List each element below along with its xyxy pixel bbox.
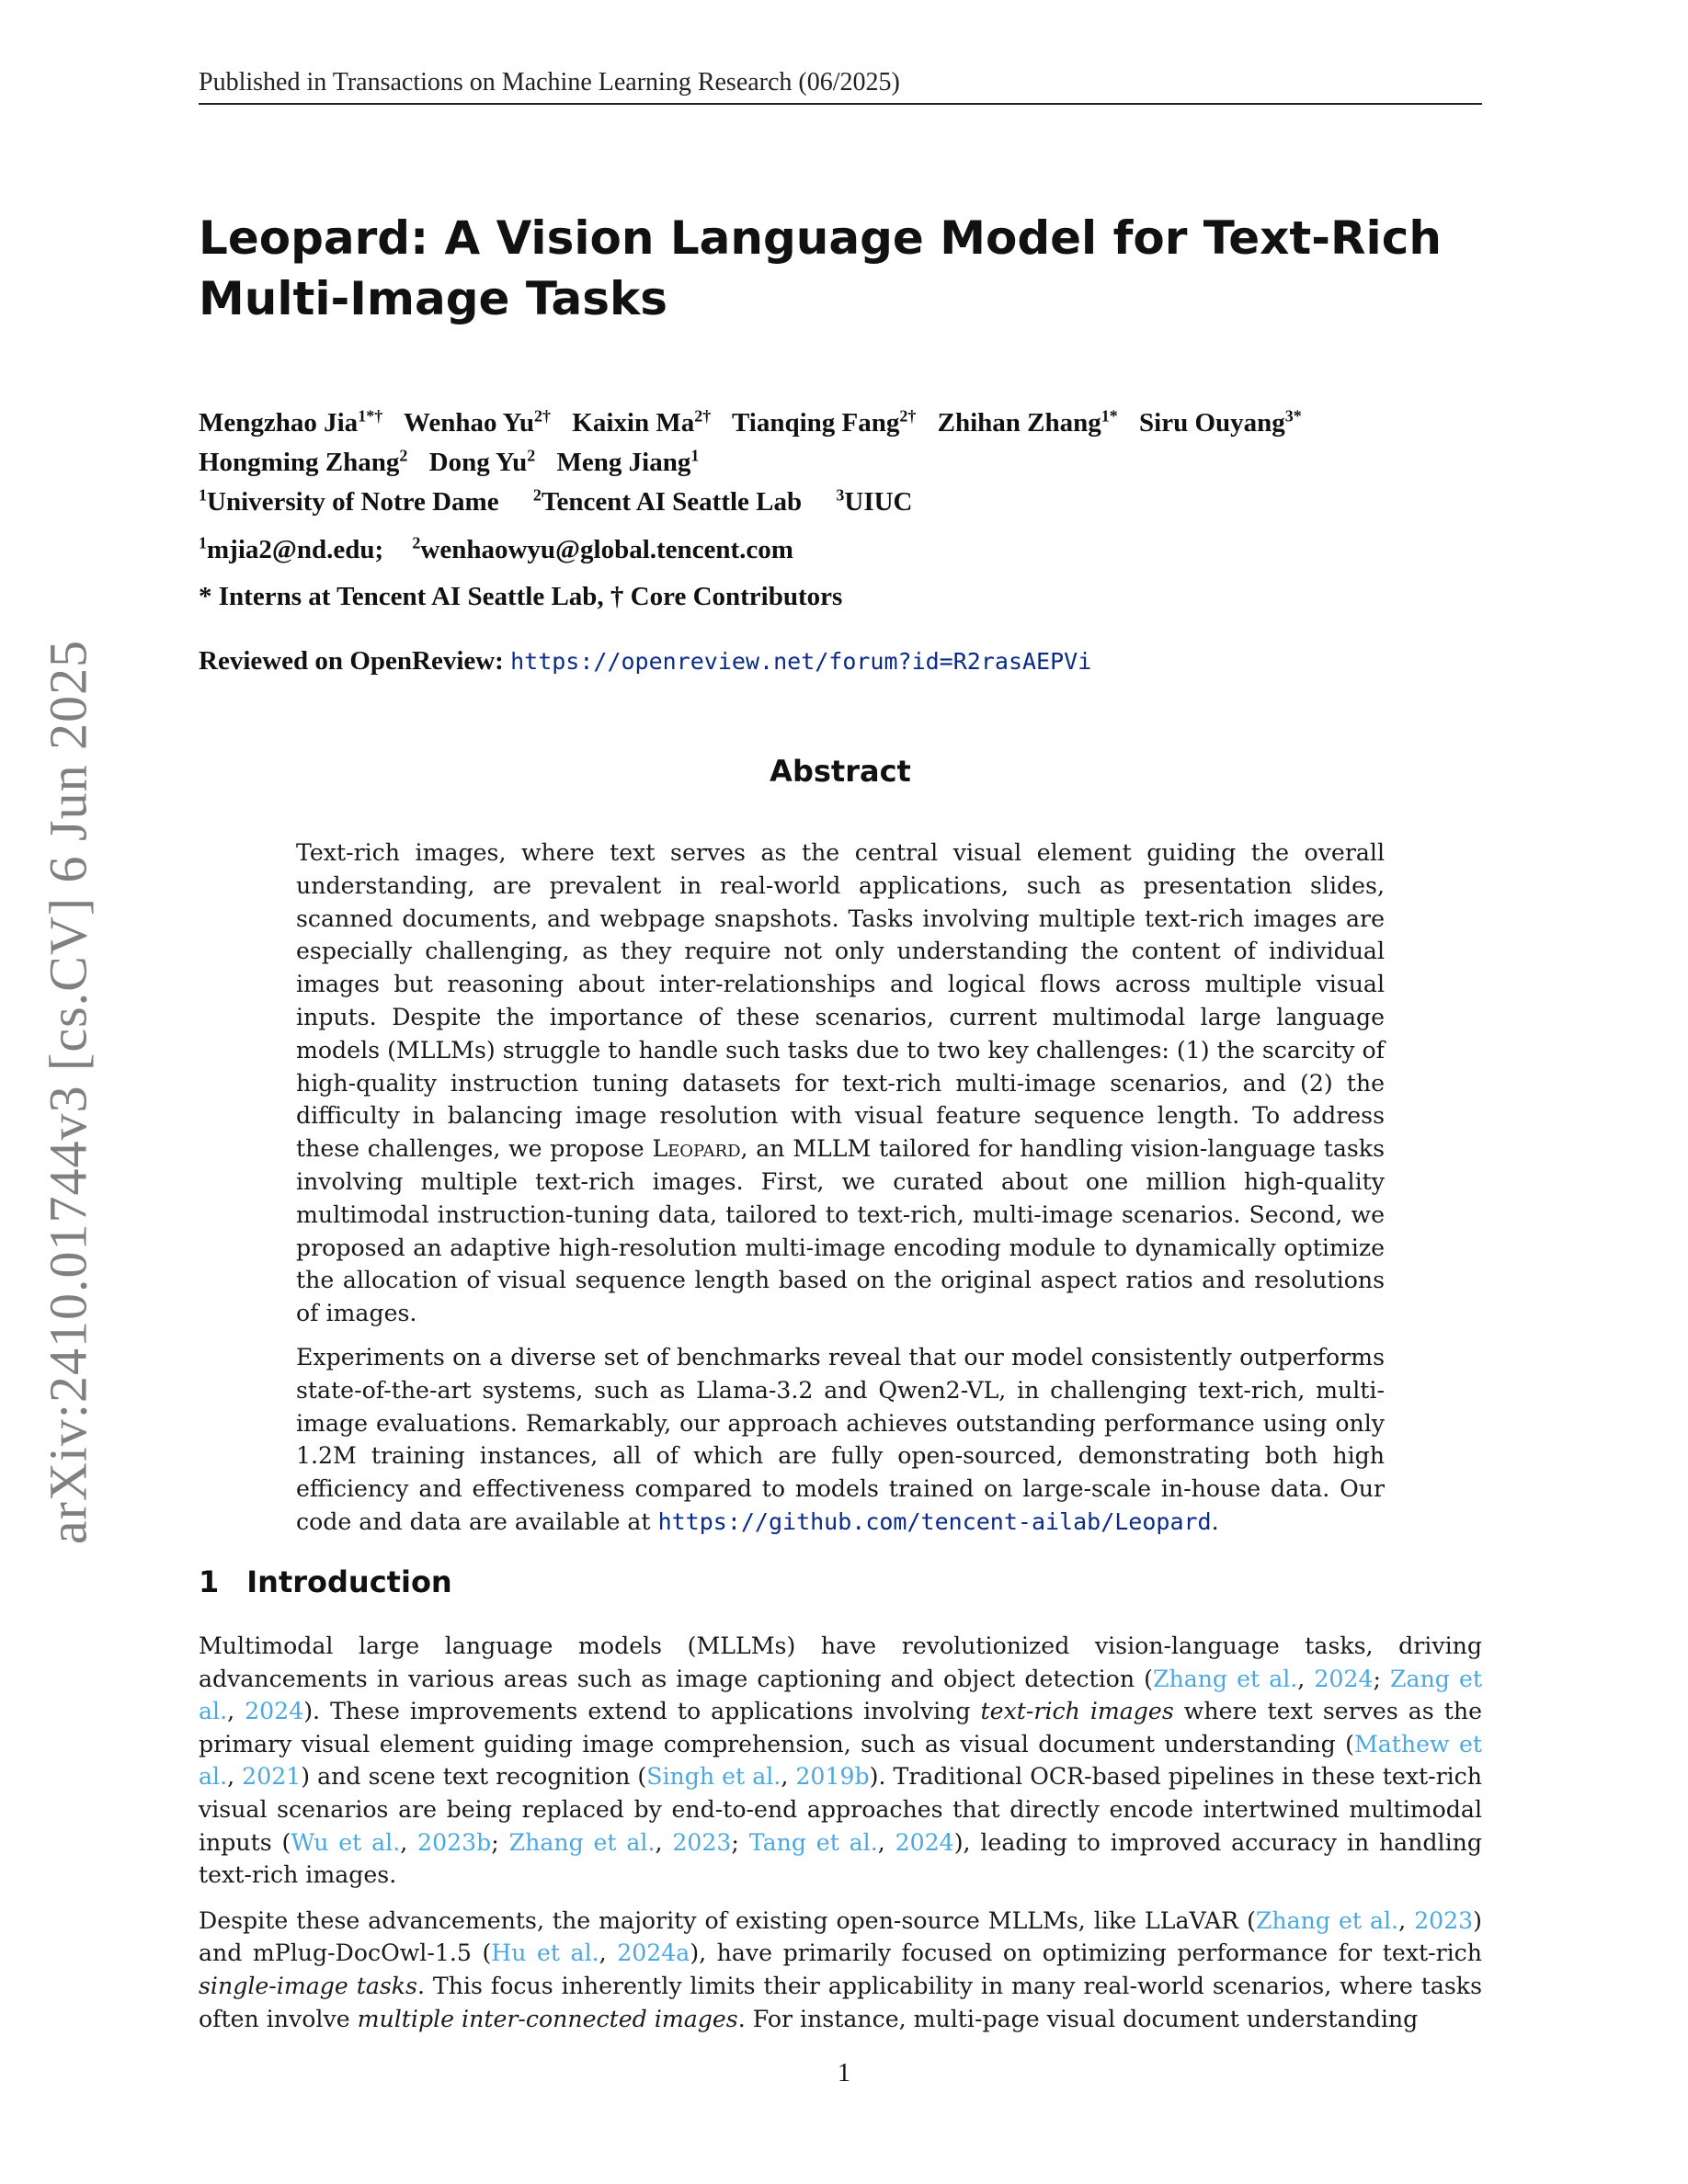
section-heading [199, 1564, 452, 1599]
citation-year-link[interactable]: 2024a [617, 1939, 690, 1967]
citation-link[interactable]: Wu et al. [291, 1828, 401, 1856]
citation-link[interactable]: Mathew et al. [199, 1730, 1482, 1791]
affiliation-list [199, 485, 1482, 518]
body-text: , [599, 1939, 618, 1967]
author [938, 408, 1118, 438]
abstract-text: Text-rich images, where text serves as the central visual element guiding the overall understanding, are prevalent in real-world applications, such as presentation slides, scanned documents, and webpage snapshots. Tasks involving multiple text-rich images are especially challenging, as they require not only understanding the content of individual images but reasoning about inter-relationships and logical flows across multiple visual inputs. Despite the importance of these scenarios, current multimodal large language models (MLLMs) struggle to handle such tasks due to two key challenges: (1) the scarcity of high-quality instruction tuning datasets for text-rich multi-image scenarios, and (2) the difficulty in balancing image resolution with visual feature sequence length. To address these challenges, we propose [296, 839, 1385, 1163]
author-mark: 1*† [358, 406, 383, 425]
body-paragraph [199, 1630, 1482, 1892]
introduction-body [199, 1630, 1482, 2048]
citation-year-link[interactable]: 2019b [795, 1763, 870, 1791]
citation-year-link[interactable]: 2023b [417, 1828, 492, 1856]
emphasis: single-image tasks [199, 1972, 417, 1999]
affiliation-mark: 1 [199, 485, 207, 504]
author-mark: 2† [899, 406, 917, 425]
author [1139, 408, 1302, 438]
emphasis: multiple inter-connected images [357, 2005, 738, 2032]
body-text: ) and mPlug-DocOwl-1.5 ( [199, 1906, 1482, 1967]
author-list [199, 399, 1504, 479]
author [429, 448, 536, 477]
author [404, 408, 551, 438]
author [572, 408, 711, 438]
abstract-text: . [1211, 1507, 1219, 1535]
section-title: Introduction [246, 1564, 452, 1599]
citation-link[interactable]: Hu et al. [491, 1939, 599, 1967]
author-mark: 2† [694, 406, 712, 425]
body-text: ), have primarily focused on optimizing performance for text-rich [690, 1939, 1483, 1967]
body-text: , [781, 1763, 796, 1791]
abstract-paragraph [296, 836, 1385, 1330]
review-line [199, 646, 1482, 677]
citation-link[interactable]: Singh et al. [646, 1763, 781, 1791]
email-mark: 2 [412, 533, 421, 552]
abstract-text: Experiments on a diverse set of benchmarks reveal that our model consistently outperforms state-of-the-art systems, such as Llama-3.2 and Qwen2-VL, in challenging text-rich, multi-image evaluations. Remarkably, our approach achieves outstanding performance using only 1.2M training instances, all of which are fully open-sourced, demonstrating both high efficiency and effectiveness compared to models trained on large-scale in-house data. Our code and data are available at [296, 1343, 1385, 1535]
email-mark: 1 [199, 533, 207, 552]
author-name: Tianqing Fang [731, 407, 900, 438]
body-text: . For instance, multi-page visual document understanding [737, 2005, 1419, 2032]
citation-year-link[interactable]: 2024 [895, 1828, 954, 1856]
page-number: 1 [838, 2059, 850, 2087]
body-text: ; [491, 1828, 509, 1856]
paper-title: Leopard: A Vision Language Model for Text-Rich Multi-Image Tasks [199, 211, 1442, 325]
affiliation-name: UIUC [844, 486, 913, 517]
body-text: Despite these advancements, the majority of existing open-source MLLMs, like LLaVAR ( [199, 1906, 1256, 1934]
author-name: Hongming Zhang [199, 448, 400, 478]
author-mark: 3* [1284, 406, 1302, 425]
email [412, 535, 793, 564]
abstract-text: , an MLLM tailored for handling vision-language tasks involving multiple text-rich images. First, we curated about one million high-quality multimodal instruction-tuning data, tailored to text-rich, multi-image scenarios. Second, we proposed an adaptive high-resolution multi-image encoding module to dynamically optimize the allocation of visual sequence length based on the original aspect ratios and resolutions of images. [296, 1135, 1385, 1327]
author-mark: 2† [534, 406, 552, 425]
body-text: ; [731, 1828, 749, 1856]
abstract-paragraph [296, 1341, 1385, 1539]
affiliation-name: Tencent AI Seattle Lab [541, 486, 803, 517]
body-text: . This focus inherently limits their applicability in many real-world scenarios, where tasks often involve [199, 1972, 1482, 2032]
author-mark: 1 [690, 446, 700, 465]
citation-year-link[interactable]: 2023 [1414, 1906, 1474, 1934]
author-mark: 2 [527, 446, 536, 465]
affiliation [836, 487, 912, 517]
arxiv-stamp: arXiv:2410.01744v3 [cs.CV] 6 Jun 2025 [38, 639, 98, 1545]
journal-header: Published in Transactions on Machine Learning Research (06/2025) [199, 68, 1482, 105]
affiliation-name: University of Notre Dame [207, 486, 499, 517]
body-text: , [400, 1828, 418, 1856]
contribution-note: * Interns at Tencent AI Seattle Lab, † Core Contributors [199, 582, 843, 611]
body-paragraph [199, 1905, 1482, 2035]
affiliation [199, 487, 499, 517]
author-name: Kaixin Ma [572, 407, 695, 438]
body-text: ). Traditional OCR-based pipelines in these text-rich visual scenarios are being replaced by end-to-end approaches that directly encode intertwined multimodal inputs ( [199, 1763, 1483, 1856]
author-name: Zhihan Zhang [937, 407, 1101, 438]
author-name: Meng Jiang [556, 448, 691, 478]
email [199, 535, 383, 564]
body-text: ), leading to improved accuracy in handling text-rich images. [199, 1828, 1482, 1889]
openreview-link[interactable]: https://openreview.net/forum?id=R2rasAEPVi [510, 648, 1092, 675]
author-name: Mengzhao Jia [199, 407, 359, 438]
model-name: Leopard [652, 1135, 741, 1163]
body-text: , [227, 1763, 243, 1791]
email-list [199, 533, 1482, 565]
body-text: , [655, 1828, 673, 1856]
section-number: 1 [199, 1564, 220, 1599]
affiliation [533, 487, 802, 517]
citation-year-link[interactable]: 2023 [672, 1828, 732, 1856]
body-text: ) and scene text recognition ( [301, 1763, 647, 1791]
body-text: , [1297, 1665, 1315, 1692]
citation-year-link[interactable]: 2024 [1314, 1665, 1374, 1692]
citation-year-link[interactable]: 2024 [245, 1698, 304, 1725]
body-text: ; [1373, 1665, 1391, 1692]
author-name: Dong Yu [428, 448, 528, 478]
author [199, 448, 407, 477]
citation-link[interactable]: Zhang et al. [1255, 1906, 1399, 1934]
github-link[interactable]: https://github.com/tencent-ailab/Leopard [657, 1507, 1212, 1535]
author-name: Wenhao Yu [403, 407, 535, 438]
citation-link[interactable]: Zhang et al. [1152, 1665, 1298, 1692]
author-mark: 2 [399, 446, 408, 465]
body-text: Multimodal large language models (MLLMs) have revolutionized vision-language tasks, driving advancements in various areas such as image captioning and object detection ( [199, 1632, 1482, 1692]
email-address[interactable]: mjia2@nd.edu; [207, 534, 384, 564]
body-text: , [1398, 1906, 1415, 1934]
citation-link[interactable]: Zhang et al. [508, 1828, 656, 1856]
body-text: , [877, 1828, 895, 1856]
author-name: Siru Ouyang [1139, 407, 1285, 438]
email-address[interactable]: wenhaowyu@global.tencent.com [420, 534, 793, 564]
body-text: ). These improvements extend to applications involving [303, 1698, 981, 1725]
review-label: Reviewed on OpenReview: [199, 646, 511, 676]
affiliation-mark: 3 [836, 485, 845, 504]
citation-link[interactable]: Tang et al. [748, 1828, 878, 1856]
abstract-heading: Abstract [770, 754, 911, 789]
affiliation-mark: 2 [532, 485, 542, 504]
body-text: , [227, 1698, 245, 1725]
author [199, 408, 382, 438]
emphasis: text-rich images [980, 1698, 1174, 1725]
author [557, 448, 700, 477]
author [732, 408, 916, 438]
abstract-body [296, 836, 1385, 1550]
citation-year-link[interactable]: 2021 [242, 1763, 302, 1791]
body-text: where text serves as the primary visual element guiding image comprehension, such as visual document understanding ( [199, 1698, 1482, 1757]
citation-link[interactable]: Zang et al. [199, 1665, 1482, 1725]
author-mark: 1* [1101, 406, 1118, 425]
